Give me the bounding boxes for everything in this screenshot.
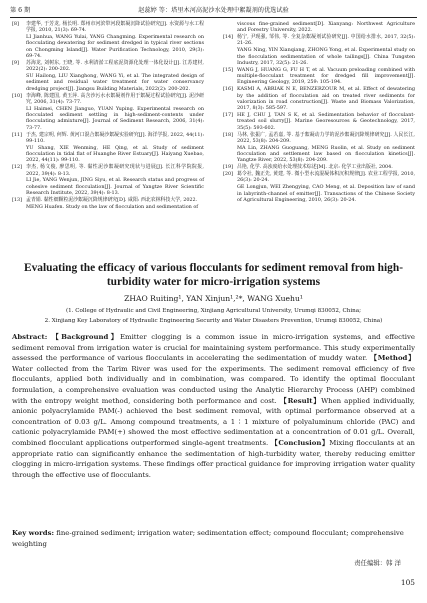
reference-item xyxy=(223,164,415,170)
reference-item xyxy=(12,21,204,34)
reference-item xyxy=(12,60,204,73)
method-text: Water collected from the Tarim River was used for the experiments. The sediment removal efficiency of five flocculants, applied both individually and in combination, was compared. To identify the optimal flocculant formulation, a comprehensive evaluation was conducted using the Analytic Hierarchy Process (AHP) combined with the entropy weight method, considering both performance and cost. xyxy=(12,364,415,405)
reference-item xyxy=(223,34,415,47)
reference-text: HE J, CHU J, TAN S K, et al. Sedimentation behavior of flocculant-treated soil slurry[J]. Marine Georesources & Geotechnology, 2017, 35(5): 593-602. xyxy=(237,112,415,131)
reference-item xyxy=(12,204,204,210)
result-text: When applied individually, anionic polyacrylamide PAM(-) achieved the best sediment removal, with optimal performance observed at a concentration of 0.03 g/L. Among compound treatments, a 1 ∶ 1 mixture of polyaluminum chloride (PAC) and cationic polyacrylamide PAM(+) showed the most effective sedimentation at a concentration of 0.01 g/L. Overall, combined flocculant applications outperformed single-agent treatments. xyxy=(12,396,415,447)
abstract xyxy=(12,332,415,480)
reference-item xyxy=(12,164,204,177)
reference-number: [13] xyxy=(12,196,23,203)
reference-number: [8] xyxy=(12,21,19,27)
reference-text: 杨宁, 尹现强, 邹伟, 等. 全复杂絮凝剂试验研究[J]. 中国给水排水, 2017, 32(5): 21-26. xyxy=(237,34,415,47)
reference-text: 于杰, 建宗明, 何辉. 黄河口混合絮凝沙絮凝实验研究[J]. 海洋学报, 2022, 44(11): 99-110. xyxy=(26,131,204,144)
reference-text: 李海峰, 陈建国, 黄玉萍. 高含沙污水水絮凝剂作用于絮凝过程试验研究[J]. 泥沙研究, 2006, 31(4): 73-77. xyxy=(26,92,204,105)
reference-item xyxy=(12,73,204,92)
reference-item xyxy=(223,132,415,145)
running-header xyxy=(10,3,417,18)
page-number: 105 xyxy=(400,578,415,587)
abstract-label: Abstract: xyxy=(12,333,48,341)
reference-text: YU Shang, XIE Wenming, HE Qing, et al. Study of sediment flocculation in tidal flat of Huanghe River Estuary[J]. Haiyang Xuebao, 2022, 44(11): 99-110. xyxy=(26,144,204,164)
method-tag: 【Method】 xyxy=(370,354,415,363)
reference-number: [20] xyxy=(223,171,234,178)
running-title: 赵蕊婷 等：塔里木河高泥沙水处理中絮凝剂的优选试验 xyxy=(138,7,289,14)
reference-text: GE Longjun, WEI Zhengying, CAO Meng, et al. Deposition law of sand in labyrinth-channel of emitter[J]. Transactions of the Chinese Society of Agricultural Engineering, 2010, 26(3): 20-24. xyxy=(237,184,415,203)
reference-number: [16] xyxy=(223,86,234,93)
reference-item xyxy=(223,47,415,66)
reference-text: KASMI A, ABRIAK N E, BENZERZOUR M, et al. Effect of dewatering by the addition of flocculation aid on treated river sediments for valorization in road construction[J]. Waste and Biomass Valorization, 2017, 8(3): 585-597. xyxy=(237,86,415,112)
reference-item xyxy=(12,177,204,196)
keywords xyxy=(12,528,415,549)
reference-number: [19] xyxy=(223,164,234,171)
reference-text: WANG J, HUANG G, FU H T, et al. Vacuum preloading combined with multiple-flocculant treatment for dredged fill improvement[J]. Engineering Geology, 2019, 259: 105-194. xyxy=(237,66,415,86)
conclusion-text: Mixing flocculants at an appropriate ratio can significantly enhance the sedimentation of high-turbidity water, thereby reducing emitter clogging in micro-irrigation systems. These findings offer practical guidance for improving irrigation water quality through the effective use of flocculants. xyxy=(12,438,415,479)
reference-number: [11] xyxy=(12,131,23,138)
reference-item xyxy=(223,112,415,131)
reference-text: 苏海龙, 刘树东, 王晓, 等. 水利清淤工程底泥资源化处理一体化设计[J]. 江苏建材, 2022(2): 200-202. xyxy=(26,59,204,73)
reference-number: [17] xyxy=(223,112,234,119)
reference-item xyxy=(223,184,415,203)
reference-item xyxy=(223,145,415,164)
reference-item xyxy=(12,145,204,164)
reference-text: 李杰, 杨文俊, 廖思明, 等. 黏性泥沙絮凝研究现状与进展[J]. 长江科学院院报, 2022, 39(4): 8-13. xyxy=(26,164,204,177)
reference-text: YANG Ning, YIN Xianqiang, ZHONG Yong, et al. Experimental study on the flocculation sedimentation of whole tailings[J]. China Tungsten Industry, 2017, 32(5): 21-26. xyxy=(237,47,415,66)
conclusion-tag: 【Conclusion】 xyxy=(270,438,330,447)
references-right-column xyxy=(223,21,415,204)
reference-item xyxy=(12,106,204,131)
reference-number: [14] xyxy=(223,34,234,41)
reference-text: LI Haimei, CHEN Jianguo, YUAN Yuping. Experimental research on flocculated sediment settling in high-sediment-contents under flocculating admixture[J]. Journal of Sediment Research, 2006, 31(4): 73-77. xyxy=(26,105,204,131)
keywords-label: Key words: xyxy=(12,529,55,537)
affiliation-1: (1. College of Hydraulic and Civil Engineering, Xinjiang Agricultural University, Urumqi 830052, China; xyxy=(65,308,361,314)
reference-item xyxy=(12,93,204,106)
background-text: Emitter clogging is a common issue in micro-irrigation systems, and effective sediment removal from irrigation water is crucial for maintaining system performance. This study experimentally assessed the performance of various flocculants in accelerating the sedimentation of muddy water. xyxy=(12,333,415,363)
reference-text: 吕艳, 化学. 高浊度给水处理技术综述[M]. 北京: 化学工业出版社, 2004. xyxy=(237,164,393,171)
reference-text: 李建华, 于芳龙, 杨长明. 郑州市河滨带河段絮凝沉降试验研究[J]. 水资源与水工程学报, 2010, 21(3): 69-74. xyxy=(26,21,204,34)
reference-text: 孟青娟. 黏性细颗粒泥沙絮凝沉降规律研究[D]. 咸阳: 西北农林科技大学, 2022. xyxy=(26,196,198,203)
reference-item xyxy=(223,21,415,34)
reference-number: [10] xyxy=(12,92,23,99)
reference-text: MENG Huafen. Study on the law of flocculation and sedimentation of xyxy=(26,203,199,210)
responsible-editor: 责任编辑：韩 洋 xyxy=(354,559,401,567)
reference-number: [15] xyxy=(223,66,234,73)
reference-number: [18] xyxy=(223,131,234,138)
keywords-text: fine-grained sediment; irrigation water; sedimentation effect; compound flocculant; comprehensive weighting xyxy=(12,529,404,548)
reference-text: viscous fine-grained sediment[D]. Xianyang: Northwest Agriculture and Forestry University, 2022. xyxy=(237,21,415,34)
issue-number: 第 6 期 xyxy=(10,7,31,14)
background-tag: 【Background】 xyxy=(51,333,120,341)
affiliation-2: 2. Xinjiang Key Laboratory of Hydraulic Engineering Security and Water Disasters Prevention, Urumqi 830052, China) xyxy=(44,318,383,324)
reference-text: SU Hailong, LIU Xianghong, WANG Yi, et al. The integrated design of sediment and residual water treatment for water conservancy dredging project[J]. Jiangsu Building Materials, 2022(2): 200-202. xyxy=(26,73,204,92)
result-tag: 【Result】 xyxy=(279,396,322,405)
author-list: ZHAO Ruiting¹, YAN Xinjun¹,²*, WANG Xuehu¹ xyxy=(124,294,303,303)
reference-text: LI Jie, YANG Wenjun, JING Siyu, et al. Research status and progress of cohesive sediment flocculation[J]. Journal of Yangtze River Scientific Research Institute, 2022, 39(4): 8-13. xyxy=(26,177,204,197)
reference-item xyxy=(12,132,204,145)
reference-text: LI Jianhua, WANG Yulai, YANG Changming. Experimental research on flocculating dewatering for sediment dredged in typical river sections on Chongming Island[J]. Water Purification Technology, 2010, 29(3): 69-74. xyxy=(26,34,204,60)
reference-item xyxy=(223,67,415,86)
reference-item xyxy=(223,86,415,111)
reference-text: 葛令社, 魏正先, 黄建, 等. 微小型水流混凝体积沉积规律[J]. 农业工程学报, 2010, 26(3): 20-24. xyxy=(237,171,415,184)
reference-item xyxy=(223,171,415,184)
reference-item xyxy=(12,34,204,59)
reference-item xyxy=(12,197,204,203)
reference-number: [12] xyxy=(12,164,23,171)
references-section xyxy=(12,21,415,259)
references-left-column xyxy=(12,21,204,211)
reference-number: [9] xyxy=(12,59,19,66)
reference-text: 马林, 张振广, 孟若嘉, 等. 基于絮凝动力学的泥沙絮凝沉降规律研究[J]. 人民长江, 2022, 53(8): 204-209. xyxy=(237,131,415,144)
reference-text: MA Lin, ZHANG Guoguang, MENG Ruolin, et al. Study on sediment flocculation and settlement law based on flocculation kinetics[J]. Yangtze River, 2022, 53(8): 204-209. xyxy=(237,144,415,164)
paper-title: Evaluating the efficacy of various flocculants for sediment removal from high-turbidity water for micro-irrigation systems xyxy=(23,262,404,288)
